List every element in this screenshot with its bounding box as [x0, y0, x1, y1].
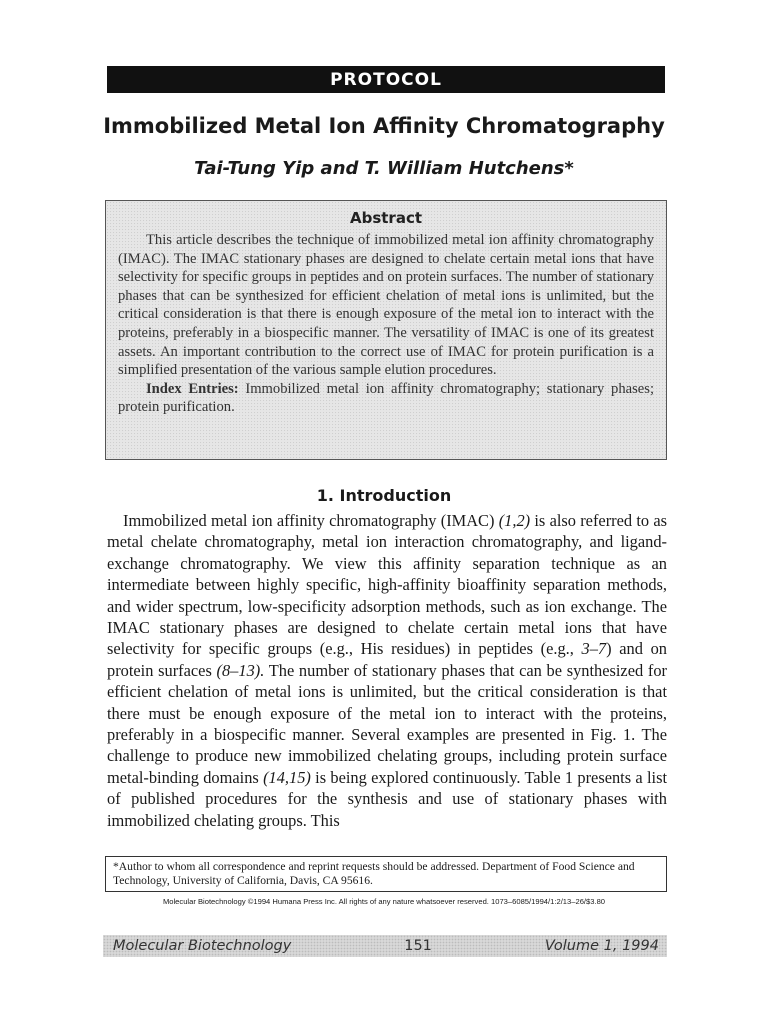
section-heading-introduction: 1. Introduction	[316, 486, 452, 505]
intro-text-1: Immobilized metal ion affinity chromatography (IMAC)	[123, 511, 499, 530]
volume-info: Volume 1, 1994	[544, 938, 659, 954]
page-number: 151	[404, 938, 432, 954]
citation-3-7: 3–7	[581, 639, 607, 659]
index-entries-label: Index Entries:	[146, 380, 239, 397]
article-title: Immobilized Metal Ion Affinity Chromatography	[103, 114, 665, 138]
copyright-line: Molecular Biotechnology ©1994 Humana Press Inc. All rights of any nature whatsoever reserved. 1073–6085/1994/1:2/13–26/$3.80	[162, 897, 606, 906]
citation-8-13: (8–13).	[216, 660, 265, 680]
intro-text-2: is also referred to as metal chelate chromatography, metal ion interaction chromatography, and ligand-exchange chromatography. We view this affinity separation technique as an intermediate between highly specific, high-affinity bioaffinity separation methods, and wider spectrum, low-specificity adsorption methods, such as ion exchange. The IMAC stationary phases are designed to chelate certain metal ions that have selectivity for specific groups (e.g., His residues) in peptides (e.g.,	[107, 511, 667, 659]
protocol-banner	[107, 66, 665, 93]
index-entries-text: Immobilized metal ion affinity chromatography; stationary phases; protein purification.	[118, 380, 654, 416]
citation-14-15: (14,15)	[263, 767, 311, 787]
citation-1-2: (1,2)	[498, 511, 531, 530]
introduction-paragraph	[107, 510, 667, 831]
page-footer	[103, 935, 667, 957]
intro-text-3: ) and on protein surfaces	[107, 639, 667, 680]
abstract-box	[105, 200, 667, 460]
correspondence-footnote: *Author to whom all correspondence and reprint requests should be addressed. Department of Food Science and Technology, University of California, Davis, CA 95616.	[105, 856, 667, 892]
intro-text-4: The number of stationary phases that can be synthesized for efficient chelation of metal ions is unlimited, but the critical consideration is that there must be enough exposure of the metal ion to interact with the proteins, preferably in a biospecific manner. Several examples are presented in Fig. 1. The challenge to produce new immobilized chelating groups, including protein surface metal-binding domains	[107, 660, 667, 787]
intro-text-5: is being explored continuously. Table 1 presents a list of published procedures for the synthesis and use of stationary phases with immobilized chelating groups. This	[107, 767, 668, 830]
index-entries	[118, 380, 654, 417]
abstract-heading: Abstract	[349, 209, 423, 227]
journal-name: Molecular Biotechnology	[113, 938, 292, 954]
protocol-label: PROTOCOL	[330, 69, 442, 90]
abstract-text: This article describes the technique of immobilized metal ion affinity chromatography (IMAC). The IMAC stationary phases are designed to chelate certain metal ions that have selectivity for specific groups in peptides and on protein surfaces. The number of stationary phases that can be synthesized for efficient chelation of metal ions is unlimited, but the critical consideration is that there is enough exposure of the metal ion to interact with the proteins, preferably in a biospecific manner. The versatility of IMAC is one of its greatest assets. An important contribution to the correct use of IMAC for protein purification is a simplified presentation of the various sample elution procedures.	[118, 232, 654, 379]
article-authors: Tai-Tung Yip and T. William Hutchens*	[194, 158, 574, 179]
